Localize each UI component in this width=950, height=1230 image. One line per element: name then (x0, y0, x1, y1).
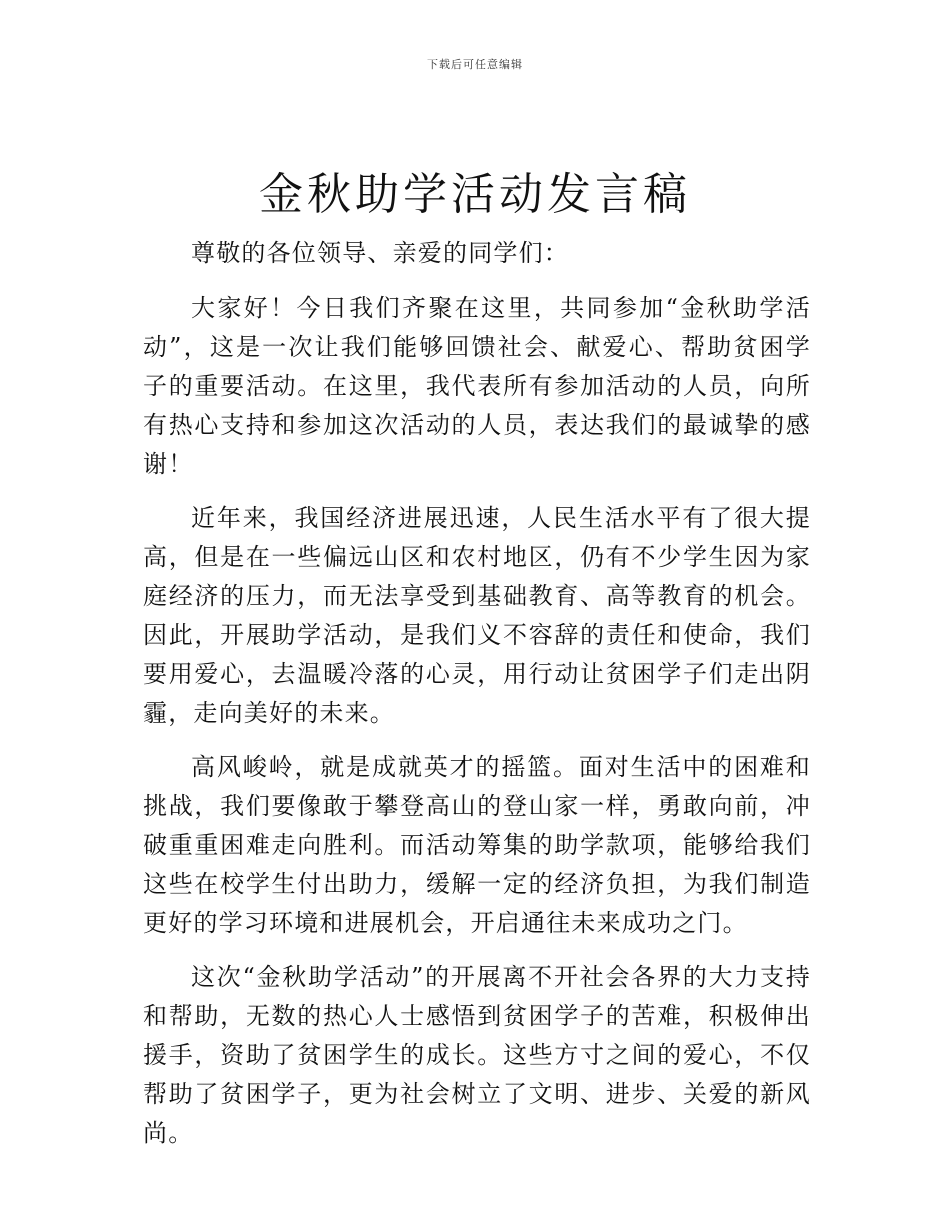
header-note: 下载后可任意编辑 (427, 58, 523, 71)
paragraph-3: 高风峻岭，就是成就英才的摇篮。面对生活中的困难和挑战，我们要像敢于攀登高山的登山家一样，勇敢向前，冲破重重困难走向胜利。而活动筹集的助学款项，能够给我们这些在校学生付出助力，缓解一定的经济负担，为我们制造更好的学习环境和进展机会，开启通往未来成功之门。 (143, 753, 811, 937)
greeting-paragraph: 尊敬的各位领导、亲爱的同学们： (191, 239, 569, 267)
document-body (143, 234, 811, 1168)
paragraph-1: 大家好！今日我们齐聚在这里，共同参加“金秋助学活动”，这是一次让我们能够回馈社会、献爱心、帮助贫困学子的重要活动。在这里，我代表所有参加活动的人员，向所有热心支持和参加这次活动的人员，表达我们的最诚挚的感谢！ (143, 294, 811, 478)
paragraph-4: 这次“金秋助学活动”的开展离不开社会各界的大力支持和帮助，无数的热心人士感悟到贫困学子的苦难，积极伸出援手，资助了贫困学生的成长。这些方寸之间的爱心，不仅帮助了贫困学子，更为社会树立了文明、进步、关爱的新风尚。 (143, 963, 811, 1147)
document-title: 金秋助学活动发言稿 (259, 169, 691, 220)
paragraph-2: 近年来，我国经济进展迅速，人民生活水平有了很大提高，但是在一些偏远山区和农村地区，仍有不少学生因为家庭经济的压力，而无法享受到基础教育、高等教育的机会。因此，开展助学活动，是我们义不容辞的责任和使命，我们要用爱心，去温暖冷落的心灵，用行动让贫困学子们走出阴霾，走向美好的未来。 (143, 504, 811, 727)
